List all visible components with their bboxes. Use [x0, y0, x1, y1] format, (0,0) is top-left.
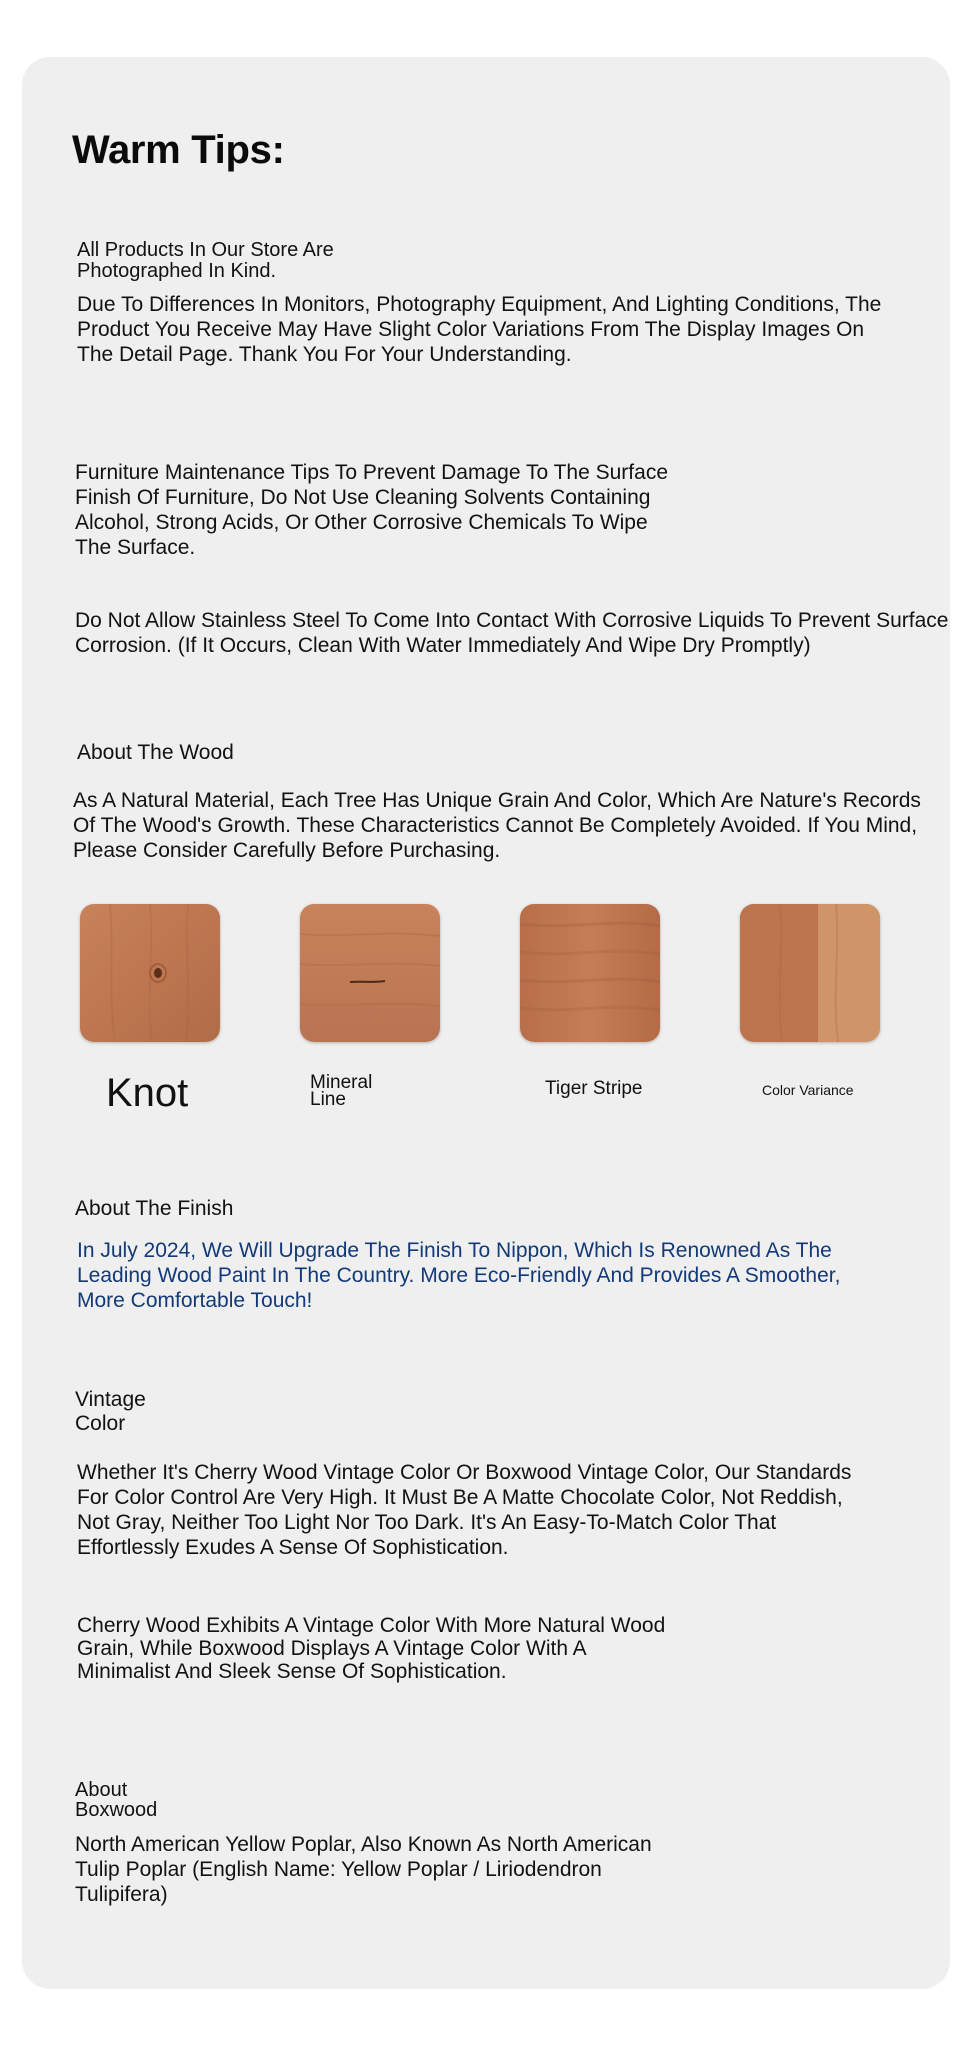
mineral-line-wood-sample: [300, 904, 440, 1042]
boxwood-section-body: North American Yellow Poplar, Also Known As North American Tulip Poplar (English Name: Yellow Poplar / Liriodendron Tulipifera): [75, 1833, 652, 1906]
maintenance-tip-stainless-steel: Do Not Allow Stainless Steel To Come Into Contact With Corrosive Liquids To Prevent Surface Corrosion. (If It Occurs, Clean With Water Immediately And Wipe Dry Promptly): [75, 609, 949, 657]
sample-label-mineral-line: Mineral Line: [310, 1072, 373, 1110]
finish-section-body: In July 2024, We Will Upgrade The Finish To Nippon, Which Is Renowned As The Leading Wood Paint In The Country. More Eco-Friendly And Provides A Smoother, More Comfortable Touch!: [77, 1239, 841, 1312]
vintage-section-heading: Vintage Color: [75, 1388, 146, 1435]
maintenance-tip-surface: Furniture Maintenance Tips To Prevent Damage To The Surface Finish Of Furniture, Do Not Use Cleaning Solvents Containing Alcohol, Strong Acids, Or Other Corrosive Chemicals To Wipe The Surface.: [75, 461, 668, 559]
color-variance-wood-sample: [740, 904, 880, 1042]
vintage-section-body: Whether It's Cherry Wood Vintage Color Or Boxwood Vintage Color, Our Standards For Color Control Are Very High. It Must Be A Matte Chocolate Color, Not Reddish, Not Gray, Neither Too Light Nor Too Dark. It's An Easy-To-Match Color That Effortlessly Exudes A Sense Of Sophistication.: [77, 1461, 852, 1559]
tiger-stripe-wood-sample: [520, 904, 660, 1042]
store-note-body: Due To Differences In Monitors, Photography Equipment, And Lighting Conditions, The Product You Receive May Have Slight Color Variations From The Display Images On The Detail Page. Thank You For Your Understanding.: [77, 293, 882, 366]
sample-label-tiger-stripe: Tiger Stripe: [545, 1078, 643, 1099]
wood-section-body: As A Natural Material, Each Tree Has Unique Grain And Color, Which Are Nature's Records Of The Wood's Growth. These Characteristics Cannot Be Completely Avoided. If You Mind, Please Consider Carefully Before Purchasing.: [73, 789, 921, 862]
vintage-comparison-body: Cherry Wood Exhibits A Vintage Color With More Natural Wood Grain, While Boxwood Displays A Vintage Color With A Minimalist And Sleek Sense Of Sophistication.: [77, 1614, 666, 1683]
store-note-heading: All Products In Our Store Are Photographed In Kind.: [77, 239, 334, 282]
knot-wood-sample: [80, 904, 220, 1042]
sample-label-color-variance: Color Variance: [762, 1082, 854, 1098]
page-title: Warm Tips:: [72, 128, 285, 172]
boxwood-section-heading: About Boxwood: [75, 1779, 158, 1821]
wood-section-heading: About The Wood: [77, 741, 234, 764]
finish-section-heading: About The Finish: [75, 1197, 234, 1220]
sample-label-knot: Knot: [106, 1071, 189, 1115]
